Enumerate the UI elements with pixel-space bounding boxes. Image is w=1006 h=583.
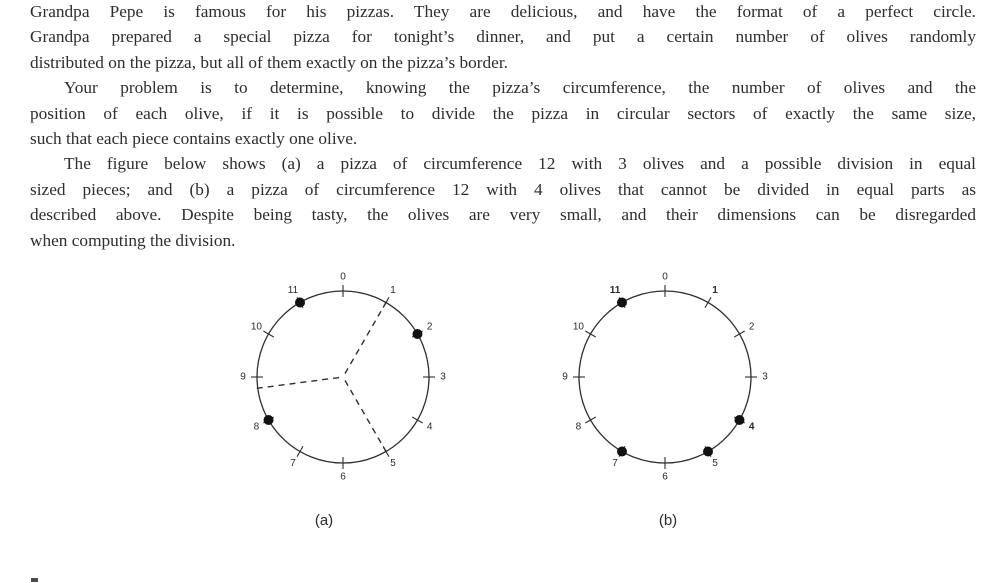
paragraph [30, 0, 976, 75]
olive-dot [703, 446, 713, 456]
pizza-figure [0, 250, 1006, 550]
olive-dot [295, 298, 305, 308]
position-label: 1 [712, 284, 718, 296]
pizza-circle [257, 291, 429, 463]
position-label: 4 [426, 421, 433, 433]
cutoff-character-fragment [31, 578, 38, 582]
tick-mark [585, 417, 595, 423]
position-label: 2 [748, 321, 755, 333]
position-label: 2 [426, 321, 433, 333]
text-line: distributed on the pizza, but all of them exactly on the pizza’s border. [30, 52, 508, 72]
position-label: 11 [609, 284, 621, 296]
position-label: 5 [390, 458, 396, 470]
olive-dot [734, 415, 744, 425]
position-label: 9 [240, 371, 246, 383]
text-line: sized pieces; and (b) a pizza of circumference 12 with 4 olives that cannot be divided in equal parts as [30, 179, 976, 199]
position-label: 5 [712, 458, 718, 470]
figure-caption: (a) [314, 512, 334, 529]
position-label: 10 [572, 321, 584, 333]
olive-dot [617, 298, 627, 308]
position-label: 4 [748, 421, 755, 433]
text-line: Grandpa prepared a special pizza for tonight’s dinner, and put a certain number of olives randomly [30, 27, 976, 47]
position-label: 7 [612, 458, 618, 470]
figure-caption: (b) [658, 512, 678, 529]
tick-mark [297, 446, 303, 456]
position-label: 7 [290, 458, 296, 470]
position-label: 3 [762, 371, 768, 383]
position-label: 8 [575, 421, 582, 433]
tick-mark [705, 297, 711, 307]
position-label: 6 [340, 471, 346, 483]
position-label: 11 [287, 284, 299, 296]
pizza-figure-svg [0, 250, 1006, 550]
paragraph [30, 75, 976, 151]
pizza-circle [579, 291, 751, 463]
tick-mark [585, 331, 595, 337]
tick-mark [412, 417, 422, 423]
text-line: Your problem is to determine, knowing the pizza’s circumference, the number of olives and the [64, 78, 976, 98]
paragraph [30, 151, 976, 253]
position-label: 8 [253, 421, 260, 433]
position-label: 0 [662, 271, 668, 283]
position-label: 9 [562, 371, 568, 383]
position-label: 1 [390, 284, 396, 296]
tick-mark [734, 331, 744, 337]
position-label: 3 [440, 371, 446, 383]
pizza-b [562, 272, 768, 530]
text-line: described above. Despite being tasty, the olives are very small, and their dimensions can be disregarded [30, 205, 976, 225]
text-line: such that each piece contains exactly one olive. [30, 129, 358, 149]
pizza-a [240, 272, 446, 530]
olive-dot [412, 329, 422, 339]
text-line: when computing the division. [30, 230, 236, 250]
problem-text [30, 0, 976, 253]
cut-line [345, 380, 389, 455]
text-line: position of each olive, if it is possible to divide the pizza in circular sectors of exactly the same size, [30, 103, 976, 123]
cut-line [253, 378, 339, 389]
position-label: 0 [340, 271, 346, 283]
cut-line [345, 298, 389, 373]
position-label: 10 [250, 321, 262, 333]
position-label: 6 [662, 471, 668, 483]
text-line: The figure below shows (a) a pizza of circumference 12 with 3 olives and a possible division in equal [64, 154, 976, 174]
tick-mark [383, 297, 389, 307]
tick-mark [383, 446, 389, 456]
text-line: Grandpa Pepe is famous for his pizzas. They are delicious, and have the format of a perfect circle. [30, 2, 976, 21]
olive-dot [617, 446, 627, 456]
olive-dot [264, 415, 274, 425]
tick-mark [263, 331, 273, 337]
